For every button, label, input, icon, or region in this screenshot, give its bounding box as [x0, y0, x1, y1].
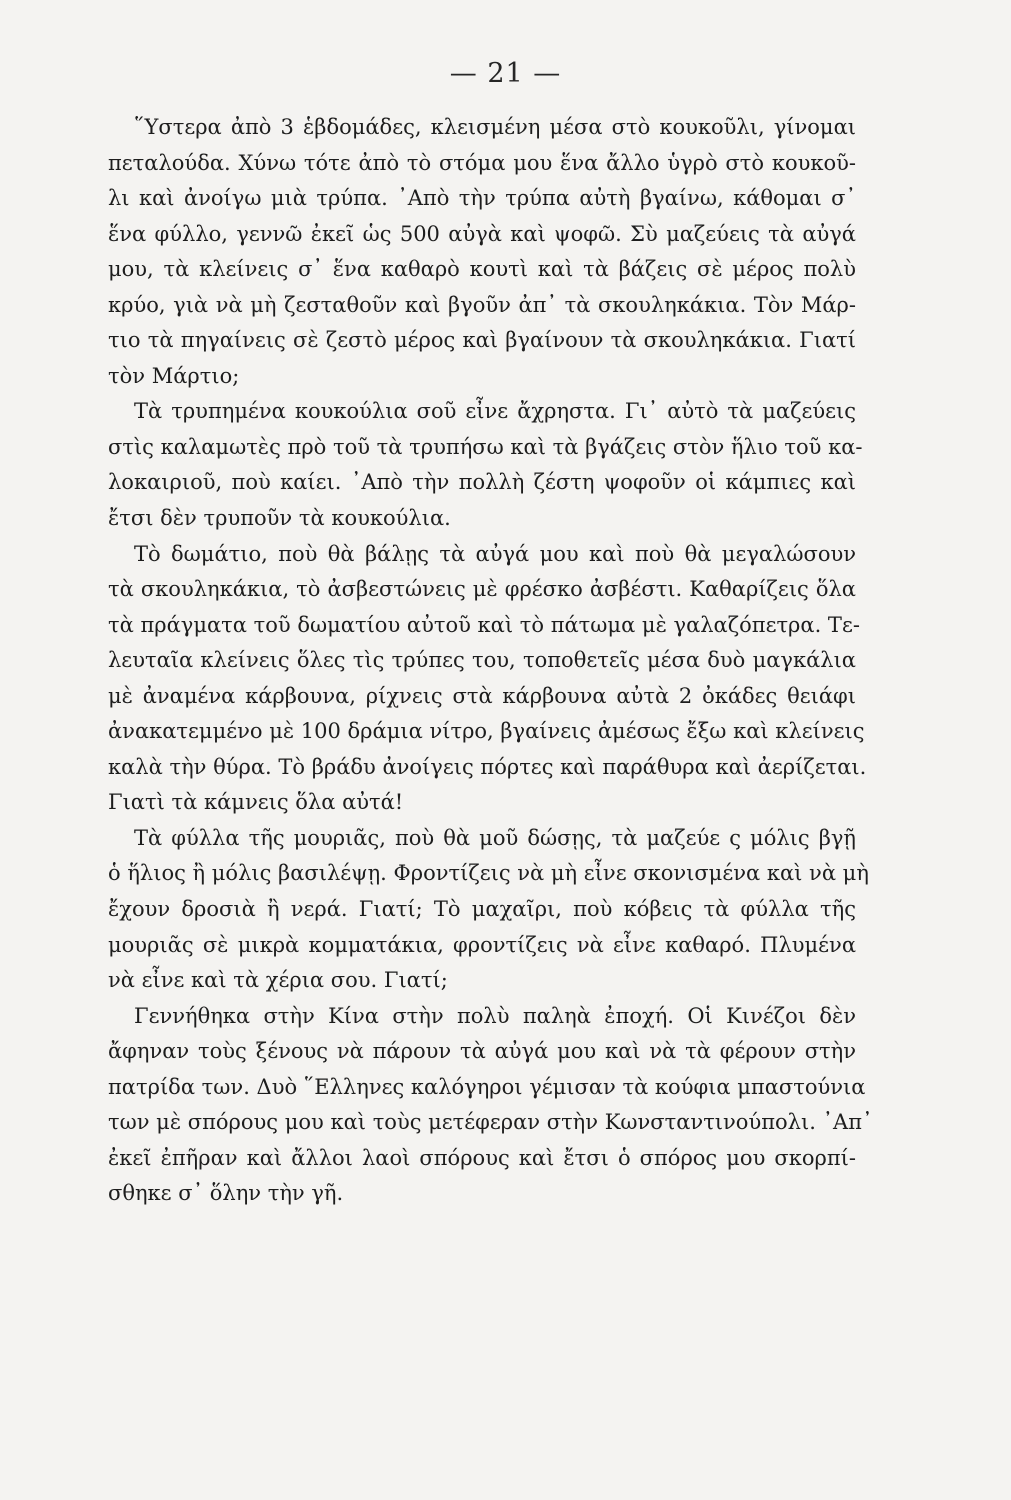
- text-line: μου, τὰ κλείνεις σ᾿ ἕνα καθαρὸ κουτὶ καὶ τὰ βάζεις σὲ μέρος πολὺ: [108, 257, 856, 282]
- text-line: μὲ ἀναμένα κάρβουνα, ρίχνεις στὰ κάρβουνα αὐτὰ 2 ὀκάδες θειάφι: [108, 683, 856, 708]
- text-line: Τὰ φύλλα τῆς μουριᾶς, ποὺ θὰ μοῦ δώσῃς, τὰ μαζεύε ς μόλις βγῇ: [134, 825, 856, 850]
- paragraph-2: [108, 394, 863, 536]
- body-text: [108, 110, 873, 1212]
- text-line: τὰ σκουληκάκια, τὸ ἀσβεστώνεις μὲ φρέσκο ἀσβέστι. Καθαρίζεις ὅλα: [108, 577, 856, 602]
- text-line: ἔτσι δὲν τρυποῦν τὰ κουκούλια.: [108, 506, 451, 531]
- text-line: τὰ πράγματα τοῦ δωματίου αὐτοῦ καὶ τὸ πάτωμα μὲ γαλαζόπετρα. Τε-: [108, 612, 860, 637]
- text-line: Τὸ δωμάτιο, ποὺ θὰ βάλῃς τὰ αὐγά μου καὶ ποὺ θὰ μεγαλώσουν: [134, 541, 856, 566]
- text-line: ῞Υστερα ἀπὸ 3 ἑβδομάδες, κλεισμένη μέσα στὸ κουκοῦλι, γίνομαι: [134, 115, 856, 139]
- text-line: λι καὶ ἀνοίγω μιὰ τρύπα. ᾿Απὸ τὴν τρύπα αὐτὴ βγαίνω, κάθομαι σ᾿: [108, 186, 856, 211]
- paragraph-1: [108, 110, 856, 394]
- text-line: Τὰ τρυπημένα κουκούλια σοῦ εἶνε ἄχρηστα. Γι᾿ αὐτὸ τὰ μαζεύεις: [134, 399, 856, 424]
- text-line: λευταῖα κλείνεις ὅλες τὶς τρύπες του, τοποθετεῖς μέσα δυὸ μαγκάλια: [108, 648, 856, 673]
- paragraph-3: [108, 537, 867, 821]
- text-line: πατρίδα των. Δυὸ ῞Ελληνες καλόγηροι γέμισαν τὰ κούφια μπαστούνια: [108, 1074, 866, 1099]
- text-line: κρύο, γιὰ νὰ μὴ ζεσταθοῦν καὶ βγοῦν ἀπ᾿ τὰ σκουληκάκια. Τὸν Μάρ-: [108, 292, 856, 317]
- text-line: ἔχουν δροσιὰ ἢ νερά. Γιατί; Τὸ μαχαῖρι, ποὺ κόβεις τὰ φύλλα τῆς: [108, 897, 856, 922]
- text-line: ὁ ἥλιος ἢ μόλις βασιλέψῃ. Φροντίζεις νὰ μὴ εἶνε σκονισμένα καὶ νὰ μὴ: [108, 861, 869, 886]
- text-line: ἄφηναν τοὺς ξένους νὰ πάρουν τὰ αὐγά μου καὶ νὰ τὰ φέρουν στὴν: [108, 1039, 856, 1064]
- text-line: ἐκεῖ ἐπῆραν καὶ ἄλλοι λαοὶ σπόρους καὶ ἔτσι ὁ σπόρος μου σκορπί-: [108, 1145, 856, 1170]
- text-line: σθηκε σ᾿ ὅλην τὴν γῆ.: [108, 1181, 344, 1206]
- text-line: πεταλούδα. Χύνω τότε ἀπὸ τὸ στόμα μου ἕνα ἄλλο ὑγρὸ στὸ κουκοῦ-: [108, 150, 856, 175]
- text-line: καλὰ τὴν θύρα. Τὸ βράδυ ἀνοίγεις πόρτες καὶ παράθυρα καὶ ἀερίζεται.: [108, 754, 867, 779]
- page-number: — 21 —: [449, 58, 562, 89]
- text-line: των μὲ σπόρους μου καὶ τοὺς μετέφεραν στὴν Κωνσταντινούπολι. ᾿Απ᾿: [108, 1110, 873, 1135]
- paragraph-4: [108, 821, 869, 999]
- text-line: στὶς καλαμωτὲς πρὸ τοῦ τὰ τρυπήσω καὶ τὰ βγάζεις στὸν ἥλιο τοῦ κα-: [108, 434, 863, 459]
- text-line: Γεννήθηκα στὴν Κίνα στὴν πολὺ παληὰ ἐποχή. Οἱ Κινέζοι δὲν: [134, 1003, 856, 1028]
- text-line: τὸν Μάρτιο;: [108, 363, 240, 388]
- text-line: Γιατὶ τὰ κάμνεις ὅλα αὐτά!: [108, 790, 404, 815]
- paragraph-5: [108, 999, 873, 1212]
- text-line: νὰ εἶνε καὶ τὰ χέρια σου. Γιατί;: [108, 968, 448, 993]
- text-line: ἀνακατεμμένο μὲ 100 δράμια νίτρο, βγαίνεις ἀμέσως ἔξω καὶ κλείνεις: [108, 719, 865, 744]
- text-line: μουριᾶς σὲ μικρὰ κομματάκια, φροντίζεις νὰ εἶνε καθαρό. Πλυμένα: [108, 932, 856, 957]
- text-line: τιο τὰ πηγαίνεις σὲ ζεστὸ μέρος καὶ βγαίνουν τὰ σκουληκάκια. Γιατί: [108, 328, 856, 353]
- text-line: λοκαιριοῦ, ποὺ καίει. ᾿Απὸ τὴν πολλὴ ζέστη ψοφοῦν οἱ κάμπιες καὶ: [108, 470, 856, 495]
- text-line: ἕνα φύλλο, γεννῶ ἐκεῖ ὡς 500 αὐγὰ καὶ ψοφῶ. Σὺ μαζεύεις τὰ αὐγά: [108, 221, 856, 246]
